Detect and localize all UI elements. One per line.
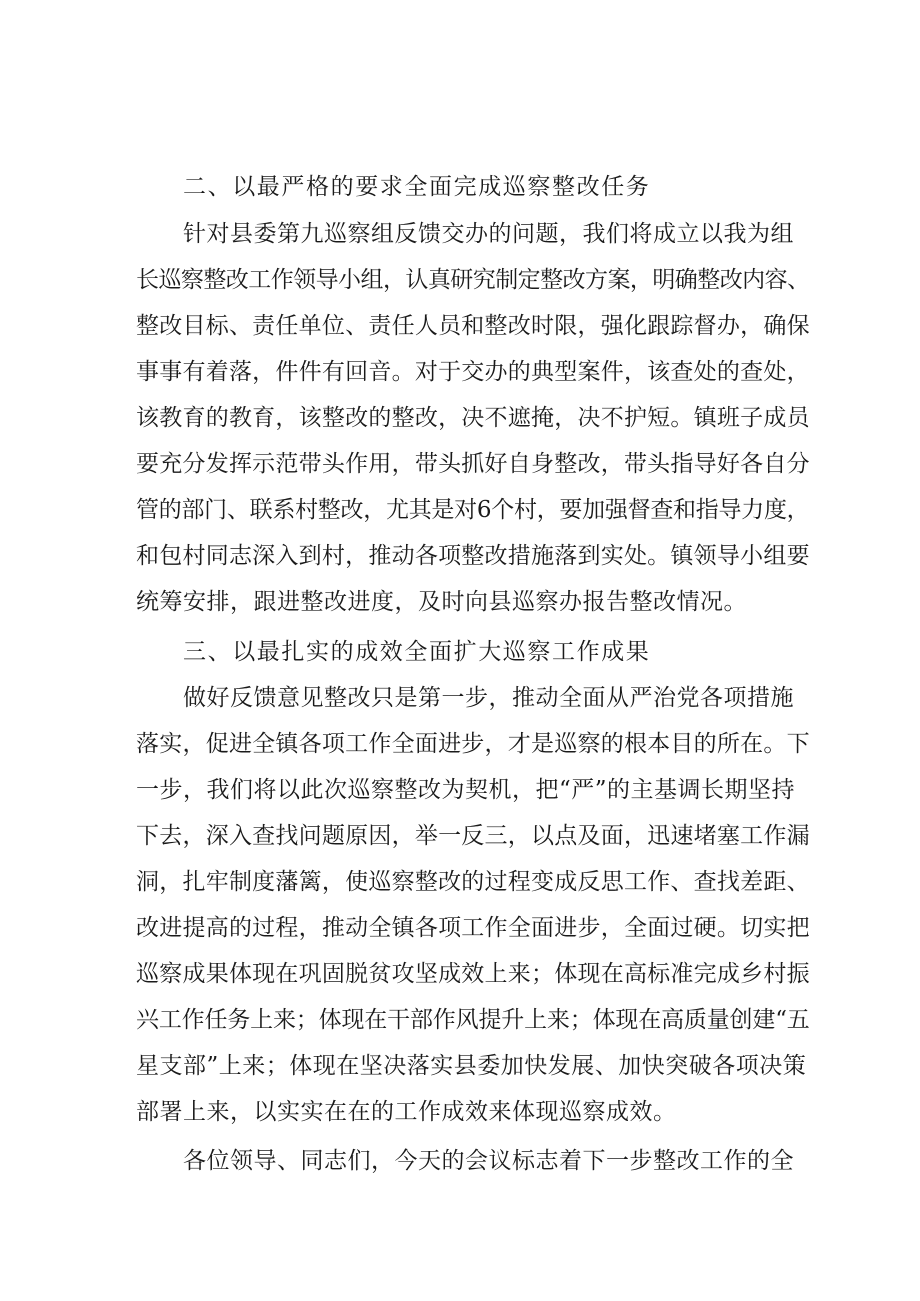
paragraph-line: 该教育的教育，该整改的整改，决不遮掩，决不护短。镇班子成员 xyxy=(136,405,810,431)
paragraph-line: 针对县委第九巡察组反馈交办的问题，我们将成立以我为组 xyxy=(183,221,794,247)
paragraph-line: 管的部门、联系村整改，尤其是对6个村，要加强督查和指导力度， xyxy=(136,497,810,523)
paragraph-line: 要充分发挥示范带头作用，带头抓好自身整改，带头指导好各自分 xyxy=(136,451,810,477)
paragraph-line: 长巡察整改工作领导小组，认真研究制定整改方案，明确整改内容、 xyxy=(136,267,810,293)
closing-paragraph-line: 各位领导、同志们，今天的会议标志着下一步整改工作的全 xyxy=(183,1148,794,1174)
paragraph-line: 整改目标、责任单位、责任人员和整改时限，强化跟踪督办，确保 xyxy=(136,313,810,339)
paragraph-line: 做好反馈意见整改只是第一步，推动全面从严治党各项措施 xyxy=(183,685,794,711)
paragraph-line: 兴工作任务上来；体现在干部作风提升上来；体现在高质量创建“五 xyxy=(136,1007,810,1033)
paragraph-line: 洞，扎牢制度藩篱，使巡察整改的过程变成反思工作、查找差距、 xyxy=(136,869,810,895)
paragraph-line: 落实，促进全镇各项工作全面进步，才是巡察的根本目的所在。下 xyxy=(136,731,810,757)
paragraph-line: 巡察成果体现在巩固脱贫攻坚成效上来；体现在高标准完成乡村振 xyxy=(136,961,810,987)
paragraph-line: 下去，深入查找问题原因，举一反三，以点及面，迅速堵塞工作漏 xyxy=(136,823,810,849)
paragraph-line: 一步，我们将以此次巡察整改为契机，把“严”的主基调长期坚持 xyxy=(136,777,796,803)
paragraph-line: 统筹安排，跟进整改进度，及时向县巡察办报告整改情况。 xyxy=(136,589,747,615)
section-3-heading: 三、以最扎实的成效全面扩大巡察工作成果 xyxy=(183,639,651,665)
paragraph-line: 部署上来，以实实在在的工作成效来体现巡察成效。 xyxy=(136,1099,677,1125)
section-2-heading: 二、以最严格的要求全面完成巡察整改任务 xyxy=(183,174,651,200)
paragraph-line: 事事有着落，件件有回音。对于交办的典型案件，该查处的查处， xyxy=(136,359,810,385)
paragraph-line: 改进提高的过程，推动全镇各项工作全面进步，全面过硬。切实把 xyxy=(136,915,810,941)
paragraph-line: 和包村同志深入到村，推动各项整改措施落到实处。镇领导小组要 xyxy=(136,543,810,569)
paragraph-line: 星支部”上来；体现在坚决落实县委加快发展、加快突破各项决策 xyxy=(136,1053,807,1079)
